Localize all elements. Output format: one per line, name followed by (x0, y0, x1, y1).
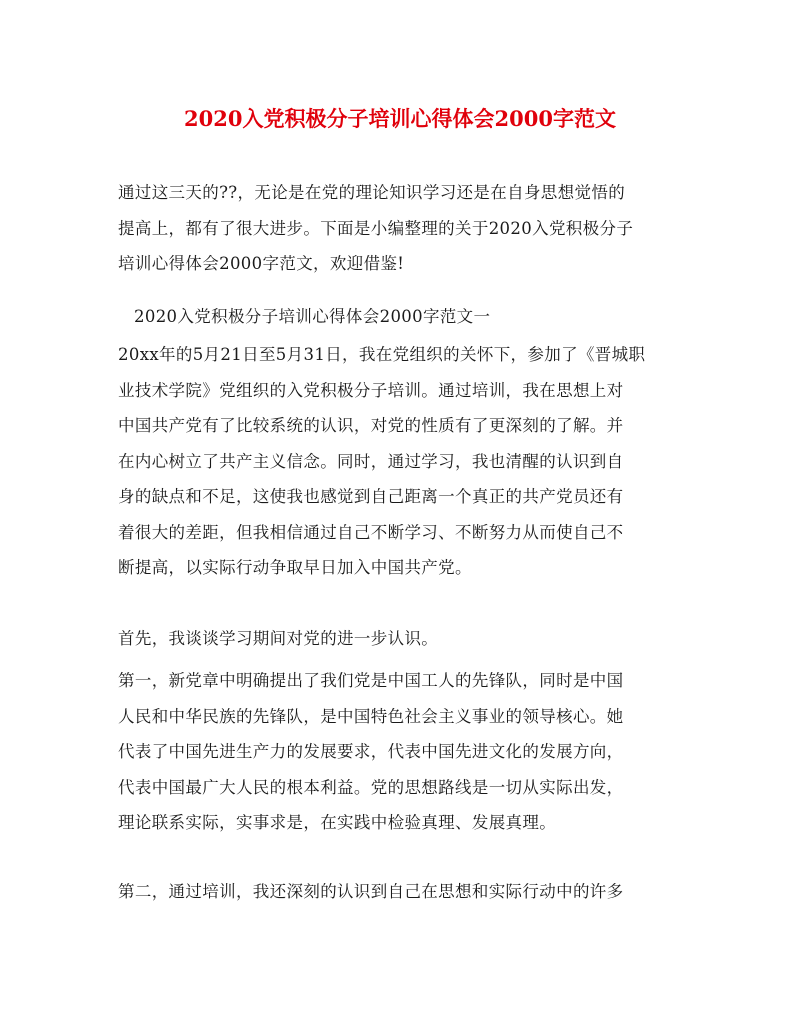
section-subheading (118, 299, 678, 335)
paragraph-line: 在内心树立了共产主义信念。同时，通过学习，我也清醒的认识到自 (118, 451, 624, 471)
body-paragraph-2 (118, 621, 678, 657)
paragraph-line: 中国共产党有了比较系统的认识，对党的性质有了更深刻的了解。并 (118, 416, 624, 435)
paragraph-line: 业技术学院》党组织的入党积极分子培训。通过培训，我在思想上对 (118, 380, 624, 400)
paragraph-line: 代表中国最广大人民的根本利益。党的思想路线是一切从实际出发， (118, 777, 624, 797)
document-title: 2020入党积极分子培训心得体会2000字范文 (184, 106, 616, 131)
subheading-line: 2020入党积极分子培训心得体会2000字范文一 (134, 307, 491, 326)
paragraph-line: 通过这三天的??，无论是在党的理论知识学习还是在自身思想觉悟的 (118, 183, 626, 202)
paragraph-line: 着很大的差距，但我相信通过自己不断学习、不断努力从而使自己不 (118, 522, 624, 542)
body-paragraph-3 (118, 663, 678, 841)
paragraph-line: 代表了中国先进生产力的发展要求，代表中国先进文化的发展方向， (118, 742, 624, 761)
paragraph-line: 第二，通过培训，我还深刻的认识到自己在思想和实际行动中的许多 (118, 882, 624, 901)
paragraph-line: 理论联系实际，实事求是，在实践中检验真理、发展真理。 (118, 813, 557, 832)
paragraph-line: 20xx年的5月21日至5月31日，我在党组织的关怀下，参加了《晋城职 (118, 345, 646, 364)
body-paragraph-4 (118, 874, 678, 910)
intro-paragraph (118, 175, 678, 282)
paragraph-line: 断提高，以实际行动争取早日加入中国共产党。 (118, 558, 472, 577)
paragraph-line: 第一，新党章中明确提出了我们党是中国工人的先锋队，同时是中国 (118, 671, 624, 690)
paragraph-line: 身的缺点和不足，这使我也感觉到自己距离一个真正的共产党员还有 (118, 487, 624, 506)
paragraph-line: 首先，我谈谈学习期间对党的进一步认识。 (118, 629, 439, 648)
body-paragraph-1 (118, 337, 678, 586)
paragraph-line: 培训心得体会2000字范文，欢迎借鉴! (118, 254, 405, 273)
paragraph-line: 人民和中华民族的先锋队，是中国特色社会主义事业的领导核心。她 (118, 706, 624, 726)
paragraph-line: 提高上，都有了很大进步。下面是小编整理的关于2020入党积极分子 (118, 218, 634, 238)
